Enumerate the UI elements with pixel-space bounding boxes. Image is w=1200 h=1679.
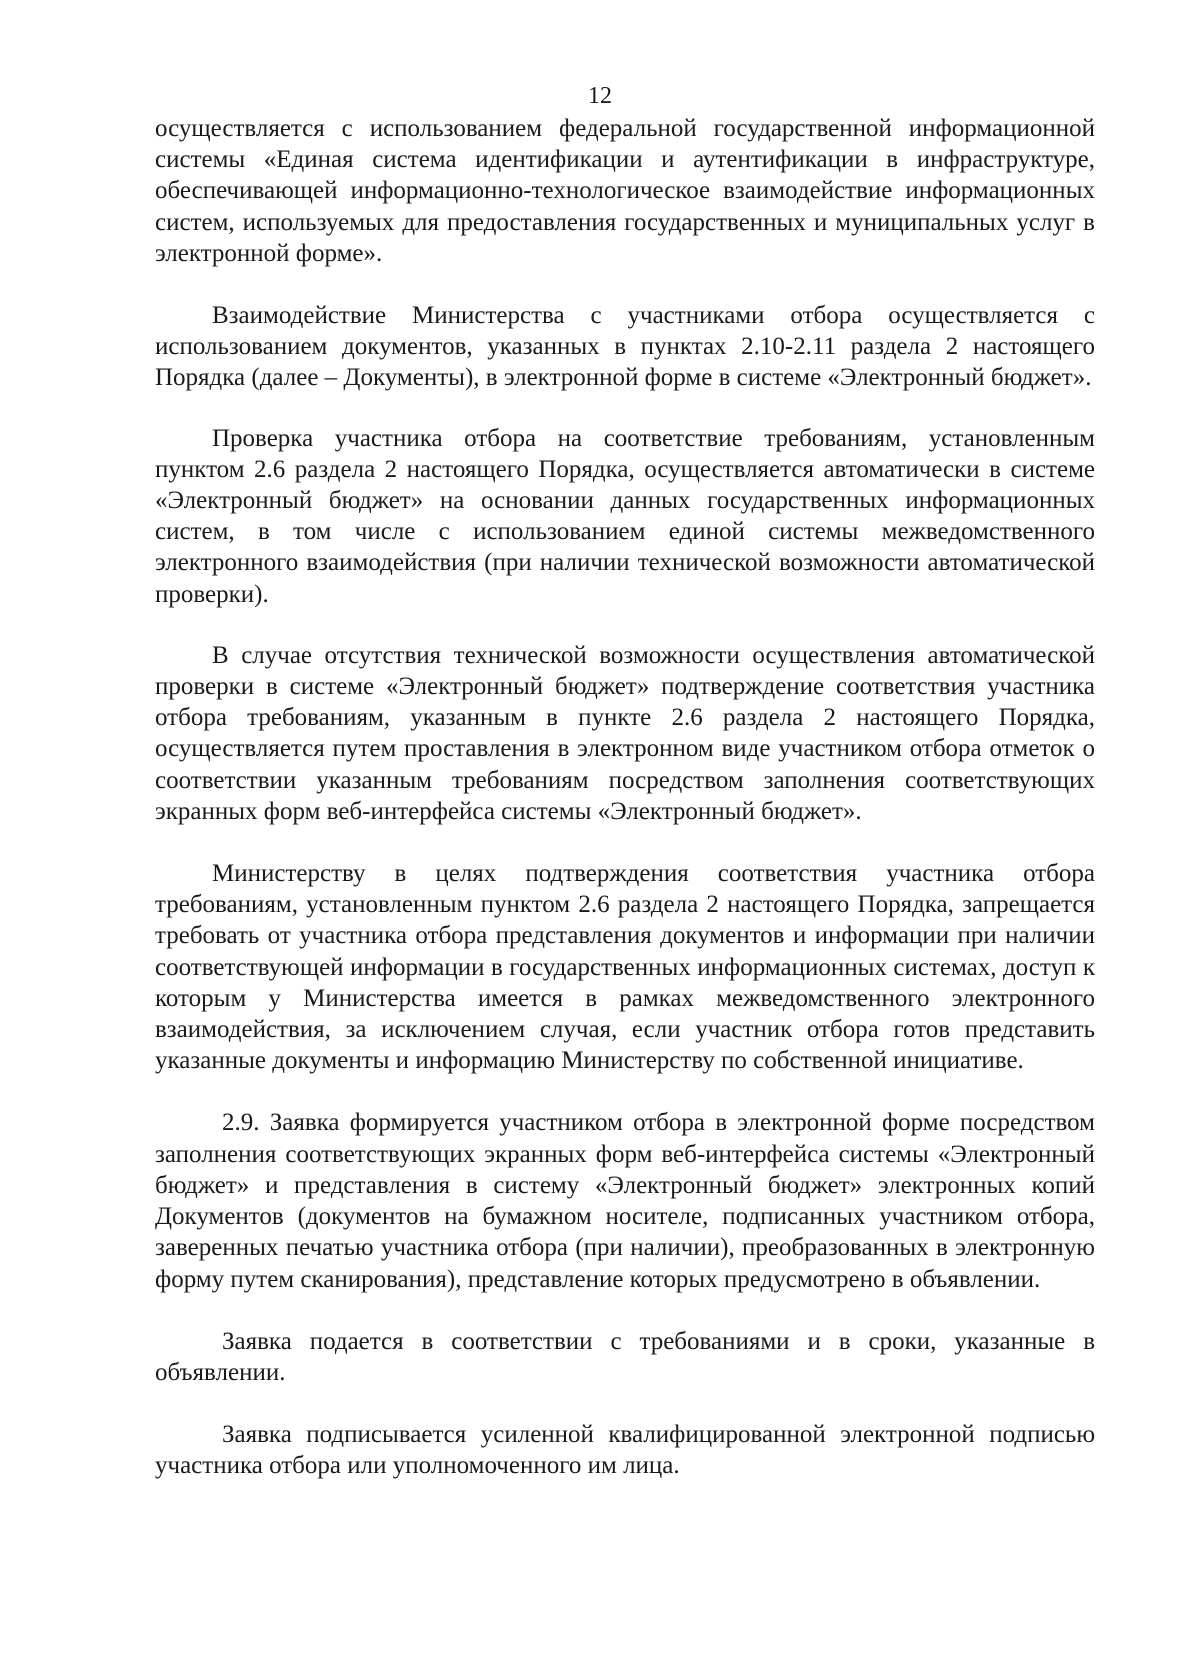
paragraph-manual-confirmation: В случае отсутствия технической возможности осуществления автоматической проверки в системе «Электронный бюджет» подтверждение соответствия участника отбора требованиям, указанным в пункте 2.6 раздела 2 настоящего Порядка, осуществляется путем проставления в электронном виде участником отбора отметок о соответствии указанным требованиям посредством заполнения соответствующих экранных форм веб-интерфейса системы «Электронный бюджет».: [155, 641, 1095, 825]
paragraph-automatic-check: Проверка участника отбора на соответствие требованиям, установленным пунктом 2.6 раздела 2 настоящего Порядка, осуществляется автоматически в системе «Электронный бюджет» на основании данных государственных информационных систем, в том числе с использованием единой системы межведомственного электронного взаимодействия (при наличии технической возможности автоматической проверки).: [155, 424, 1095, 608]
paragraph-application-submission: Заявка подается в соответствии с требованиями и в сроки, указанные в объявлении.: [155, 1327, 1095, 1386]
page-number: 12: [588, 83, 612, 109]
paragraph-application-signature: Заявка подписывается усиленной квалифицированной электронной подписью участника отбора или уполномоченного им лица.: [155, 1421, 1095, 1480]
paragraph-interaction: Взаимодействие Министерства с участниками отбора осуществляется с использованием документов, указанных в пунктах 2.10-2.11 раздела 2 настоящего Порядка (далее – Документы), в электронной форме в системе «Электронный бюджет».: [155, 302, 1095, 392]
paragraph-2-9-application-forming: 2.9. Заявка формируется участником отбора в электронной форме посредством заполнения соответствующих экранных форм веб-интерфейса системы «Электронный бюджет» и представления в систему «Электронный бюджет» электронных копий Документов (документов на бумажном носителе, подписанных участником отбора, заверенных печатью участника отбора (при наличии), преобразованных в электронную форму путем сканирования), представление которых предусмотрено в объявлении.: [155, 1109, 1095, 1293]
paragraph-ministry-restrictions: Министерству в целях подтверждения соответствия участника отбора требованиям, установленным пунктом 2.6 раздела 2 настоящего Порядка, запрещается требовать от участника отбора представления документов и информации при наличии соответствующей информации в государственных информационных системах, доступ к которым у Министерства имеется в рамках межведомственного электронного взаимодействия, за исключением случая, если участник отбора готов представить указанные документы и информацию Министерству по собственной инициативе.: [155, 860, 1095, 1075]
paragraph-continuation: осуществляется с использованием федеральной государственной информационной системы «Единая система идентификации и аутентификации в инфраструктуре, обеспечивающей информационно-технологическое взаимодействие информационных систем, используемых для предоставления государственных и муниципальных услуг в электронной форме».: [155, 115, 1095, 267]
document-body: [155, 113, 1095, 1482]
